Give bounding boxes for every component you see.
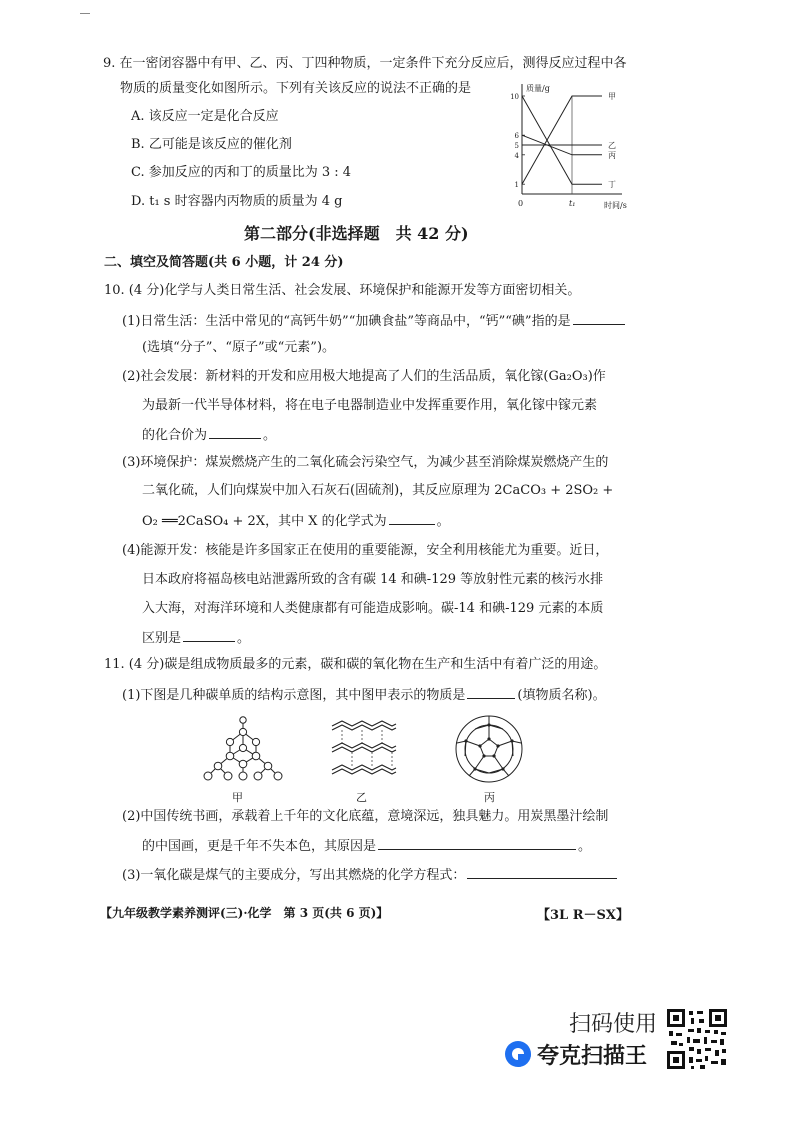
y-tick-label: 1 bbox=[514, 181, 519, 190]
q11-p2-answer-blank[interactable] bbox=[378, 836, 576, 850]
q10-p4-line2: 日本政府将福岛核电站泄露所致的含有碳 14 和碘-129 等放射性元素的核污水排 bbox=[142, 572, 604, 587]
c60-structure-figure bbox=[453, 713, 525, 785]
q9-stem-line2: 物质的质量变化如图所示。下列有关该反应的说法不正确的是 bbox=[120, 81, 472, 96]
q10-p4-answer-blank[interactable] bbox=[183, 628, 235, 642]
section2-heading: 二、填空及简答题(共 6 小题，计 24 分) bbox=[104, 255, 344, 270]
q10-p3-answer-blank[interactable] bbox=[389, 511, 435, 525]
y-tick-label: 5 bbox=[514, 142, 519, 150]
q10-p2-line1: (2)社会发展：新材料的开发和应用极大地提高了人们的生活品质，氧化镓(Ga₂O₃)作 bbox=[122, 369, 606, 384]
q10-p4-end: 。 bbox=[237, 631, 251, 646]
q11-p3-line bbox=[122, 865, 619, 885]
q10-p3-end: 。 bbox=[436, 514, 450, 529]
q11-p3-text: (3)一氧化碳是煤气的主要成分，写出其燃烧的化学方程式： bbox=[122, 868, 466, 883]
q10-p2-line3 bbox=[142, 425, 276, 445]
q10-p1-answer-blank[interactable] bbox=[573, 311, 625, 325]
series-label: 乙 bbox=[608, 141, 616, 150]
q10-p4-line1: (4)能源开发：核能是许多国家正在使用的重要能源，安全利用核能尤为重要。近日， bbox=[122, 543, 609, 558]
graphite-structure-figure bbox=[328, 718, 400, 782]
q11-p2-line2 bbox=[142, 836, 591, 856]
q10-p3-line1: (3)环境保护：煤炭燃烧产生的二氧化硫会污染空气，为减少甚至消除煤炭燃烧产生的 bbox=[122, 455, 609, 470]
q11-p2-text: 的中国画，更是千年不失本色，其原因是 bbox=[142, 839, 377, 854]
scan-to-use-text: 扫码使用 bbox=[569, 1012, 658, 1037]
q10-p4-line3: 入大海，对海洋环境和人类健康都有可能造成影响。碳-14 和碘-129 元素的本质 bbox=[142, 601, 604, 616]
q9-stem-line1: 9. 在一密闭容器中有甲、乙、丙、丁四种物质，一定条件下充分反应后，测得反应过程中各 bbox=[103, 56, 627, 71]
q11-p1-text: (1)下图是几种碳单质的结构示意图，其中图甲表示的物质是 bbox=[122, 688, 466, 703]
q11-p3-answer-blank[interactable] bbox=[467, 865, 617, 879]
mass-time-chart bbox=[506, 82, 642, 220]
q9-option-c[interactable]: C. 参加反应的丙和丁的质量比为 3 : 4 bbox=[131, 165, 352, 180]
series-label: 丙 bbox=[608, 150, 616, 160]
quark-scanner-logo-icon bbox=[504, 1040, 532, 1068]
diamond-structure-figure bbox=[200, 714, 286, 786]
qr-code-icon[interactable] bbox=[667, 1009, 727, 1069]
q11-p2-end: 。 bbox=[578, 839, 592, 854]
q11-p1-line bbox=[122, 685, 606, 705]
x-axis-label: 时间/s bbox=[604, 201, 627, 210]
q10-p4-line4 bbox=[142, 628, 250, 648]
footer-page-info: 【九年级教学素养测评(三)·化学 第 3 页(共 6 页)】 bbox=[100, 906, 389, 920]
top-edge-mark bbox=[80, 13, 90, 14]
x-tick-label: 0 bbox=[518, 199, 524, 208]
y-tick-label: 6 bbox=[514, 132, 519, 141]
q9-option-b[interactable]: B. 乙可能是该反应的催化剂 bbox=[131, 137, 292, 152]
q10-p4-text: 区别是 bbox=[142, 631, 182, 646]
footer-code: 【3L R－SX】 bbox=[537, 908, 629, 923]
y-tick-label: 10 bbox=[510, 93, 519, 101]
structure-label-jia: 甲 bbox=[232, 791, 243, 804]
q10-p1-line1 bbox=[122, 311, 627, 331]
q10-p3-line2: 二氧化硫，人们向煤炭中加入石灰石(固硫剂)，其反应原理为 2CaCO₃ + 2SO₂ + bbox=[142, 483, 614, 498]
q10-p2-line2: 为最新一代半导体材料，将在电子电器制造业中发挥重要作用，氧化镓中镓元素 bbox=[142, 398, 598, 413]
q10-p1-text: (1)日常生活：生活中常见的“高钙牛奶”“加碘食盐”等商品中，“钙”“碘”指的是 bbox=[122, 314, 571, 329]
q9-option-d[interactable]: D. t₁ s 时容器内丙物质的质量为 4 g bbox=[131, 194, 343, 209]
structure-label-yi: 乙 bbox=[356, 791, 367, 804]
q11-p1-end: (填物质名称)。 bbox=[517, 688, 606, 703]
q11-stem: 11. (4 分)碳是组成物质最多的元素，碳和碳的氧化物在生产和生活中有着广泛的用途。 bbox=[104, 657, 607, 672]
series-label: 丁 bbox=[608, 180, 616, 190]
quark-scanner-brand-text: 夸克扫描王 bbox=[537, 1044, 648, 1069]
q10-p3-text: O₂ ══2CaSO₄ + 2X，其中 X 的化学式为 bbox=[142, 514, 387, 529]
structure-label-bing: 丙 bbox=[484, 791, 495, 804]
q10-stem: 10. (4 分)化学与人类日常生活、社会发展、环境保护和能源开发等方面密切相关。 bbox=[104, 283, 581, 298]
q10-p2-end: 。 bbox=[263, 428, 277, 443]
q10-p2-answer-blank[interactable] bbox=[209, 425, 261, 439]
q10-p3-line3 bbox=[142, 511, 450, 531]
part2-title: 第二部分(非选择题 共 42 分) bbox=[244, 224, 469, 243]
q10-p1-line2: (选填“分子”、“原子”或“元素”)。 bbox=[142, 340, 336, 355]
q11-p1-answer-blank[interactable] bbox=[467, 685, 515, 699]
y-tick-label: 4 bbox=[514, 151, 519, 160]
q9-option-a[interactable]: A. 该反应一定是化合反应 bbox=[131, 109, 279, 124]
y-axis-label: 质量/g bbox=[526, 84, 550, 93]
x-tick-label: t₁ bbox=[569, 199, 576, 208]
series-label: 甲 bbox=[608, 92, 616, 101]
q10-p2-text: 的化合价为 bbox=[142, 428, 208, 443]
q11-p2-line1: (2)中国传统书画，承载着上千年的文化底蕴，意境深远，独具魅力。用炭黑墨汁绘制 bbox=[122, 809, 609, 824]
